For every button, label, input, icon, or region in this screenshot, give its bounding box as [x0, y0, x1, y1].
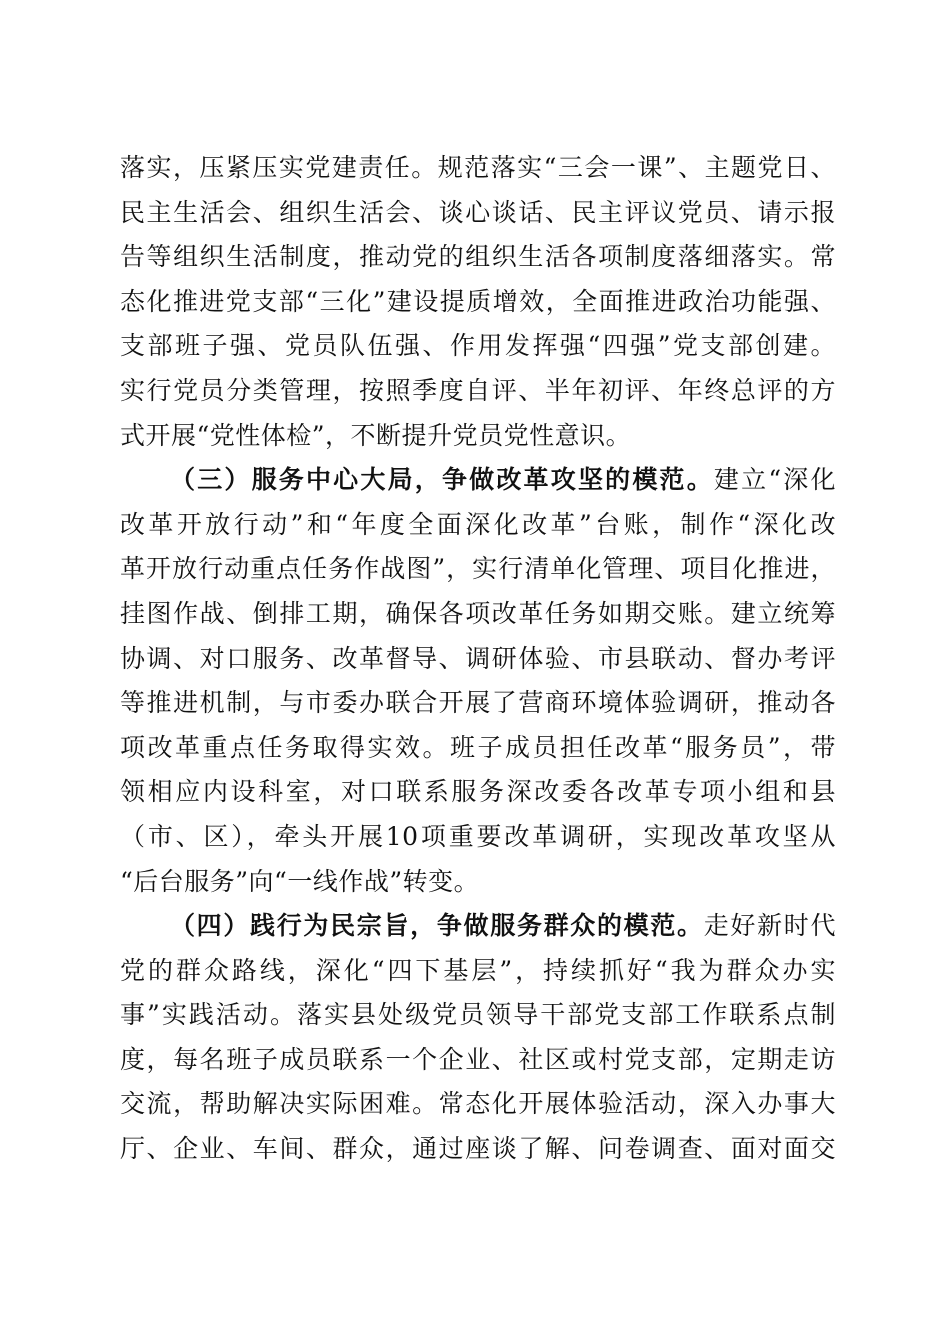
section-heading-three: （三）服务中心大局，争做改革攻坚的模范。 — [170, 465, 714, 495]
paragraph-line: 改革开放行动”和“年度全面深化改革”台账，制作“深化改 — [120, 509, 836, 539]
document-body — [120, 146, 836, 1172]
paragraph-line: 度，每名班子成员联系一个企业、社区或村党支部，定期走访 — [120, 1044, 836, 1074]
paragraph-line: 领相应内设科室，对口联系服务深改委各改革专项小组和县 — [120, 777, 836, 807]
paragraph-line: 落实，压紧压实党建责任。规范落实“三会一课”、主题党日、 — [120, 153, 836, 182]
paragraph-line: 厅、企业、车间、群众，通过座谈了解、问卷调查、面对面交 — [120, 1134, 836, 1164]
paragraph-line: 挂图作战、倒排工期，确保各项改革任务如期交账。建立统筹 — [120, 598, 836, 628]
paragraph-first-line-text: 建立“深化 — [713, 465, 836, 495]
paragraph-first-line-text: 走好新时代 — [703, 911, 836, 941]
paragraph-line: 等推进机制，与市委办联合开展了营商环境体验调研，推动各 — [120, 688, 836, 718]
paragraph-line: 党的群众路线，深化“四下基层”，持续抓好“我为群众办实 — [120, 955, 836, 985]
paragraph-line: 告等组织生活制度，推动党的组织生活各项制度落细落实。常 — [120, 242, 836, 272]
paragraph-line: 协调、对口服务、改革督导、调研体验、市县联动、督办考评 — [120, 643, 836, 673]
paragraph-line: “后台服务”向“一线作战”转变。 — [120, 866, 480, 896]
paragraph-line: 支部班子强、党员队伍强、作用发挥强“四强”党支部创建。 — [120, 331, 836, 361]
paragraph-line: 革开放行动重点任务作战图”，实行清单化管理、项目化推进， — [120, 554, 836, 584]
paragraph-first-line — [120, 904, 836, 949]
section-heading-four: （四）践行为民宗旨，争做服务群众的模范。 — [170, 911, 704, 941]
paragraph-party-building — [120, 146, 836, 458]
paragraph-first-line — [120, 458, 836, 503]
paragraph-line: 事”实践活动。落实县处级党员领导干部党支部工作联系点制 — [120, 1000, 836, 1030]
paragraph-line: 民主生活会、组织生活会、谈心谈话、民主评议党员、请示报 — [120, 197, 836, 227]
paragraph-line: （市、区），牵头开展10项重要改革调研，实现改革攻坚从 — [120, 821, 836, 851]
paragraph-line: 交流，帮助解决实际困难。常态化开展体验活动，深入办事大 — [120, 1089, 836, 1119]
paragraph-reform — [120, 458, 836, 904]
paragraph-line: 实行党员分类管理，按照季度自评、半年初评、年终总评的方 — [120, 375, 836, 405]
paragraph-line: 项改革重点任务取得实效。班子成员担任改革“服务员”，带 — [120, 732, 836, 762]
paragraph-serve-masses — [120, 904, 836, 1172]
paragraph-line: 态化推进党支部“三化”建设提质增效，全面推进政治功能强、 — [120, 286, 836, 316]
paragraph-line: 式开展“党性体检”，不断提升党员党性意识。 — [120, 420, 632, 450]
